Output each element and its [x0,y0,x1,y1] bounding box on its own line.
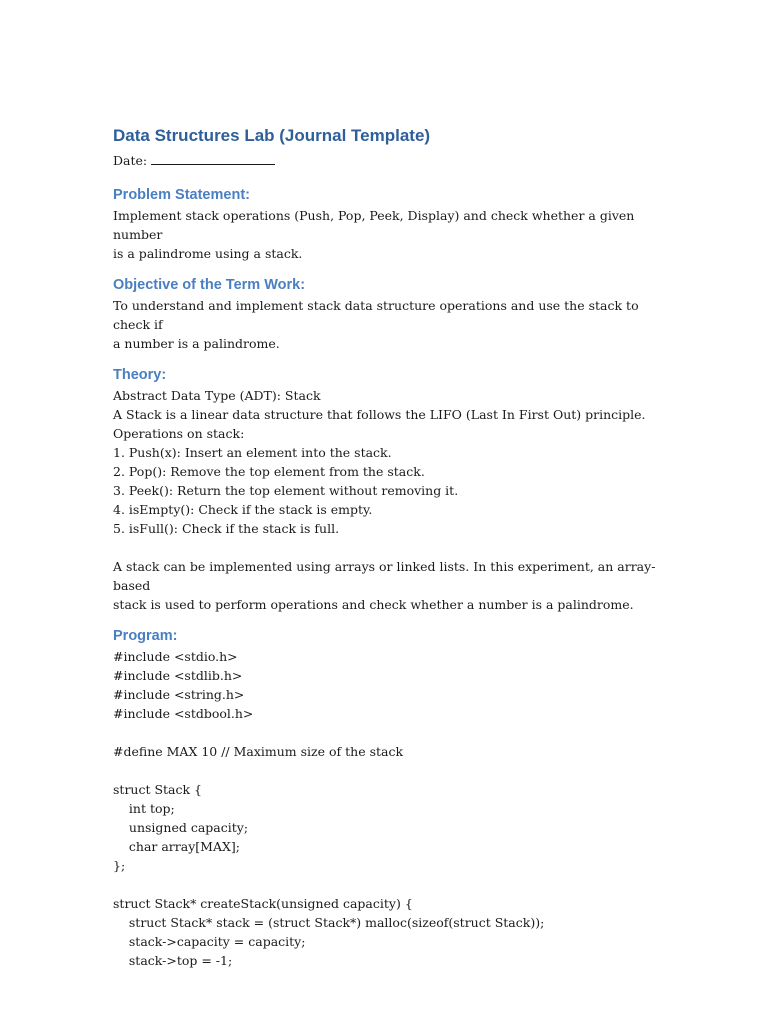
code-line: stack->top = -1; [113,953,233,968]
document-title: Data Structures Lab (Journal Template) [113,126,431,145]
code-line: char array[MAX]; [113,839,240,854]
objective-heading: Objective of the Term Work: [113,277,306,293]
date-label: Date: [113,153,148,168]
objective-line: To understand and implement stack data structure operations and use the stack to check if [113,298,639,332]
code-line: #include <stdbool.h> [113,706,254,721]
theory-operation-item: 4. isEmpty(): Check if the stack is empty. [113,502,373,517]
code-line: #include <string.h> [113,687,245,702]
code-line: struct Stack { [113,782,203,797]
problem-statement-heading: Problem Statement: [113,187,250,203]
theory-line: A Stack is a linear data structure that follows the LIFO (Last In First Out) principle. [113,407,646,422]
program-heading: Program: [113,628,178,644]
objective-line: a number is a palindrome. [113,336,280,351]
theory-operation-item: 3. Peek(): Return the top element without removing it. [113,483,459,498]
theory-operation-item: 1. Push(x): Insert an element into the stack. [113,445,392,460]
problem-statement-line: Implement stack operations (Push, Pop, Peek, Display) and check whether a given number [113,208,635,242]
theory-line: Abstract Data Type (ADT): Stack [113,388,321,403]
theory-operation-item: 5. isFull(): Check if the stack is full. [113,521,340,536]
code-line: stack->capacity = capacity; [113,934,306,949]
date-field [113,151,658,170]
code-blank-line [113,723,658,742]
problem-statement-line: is a palindrome using a stack. [113,246,303,261]
code-line: struct Stack* stack = (struct Stack*) malloc(sizeof(struct Stack)); [113,915,545,930]
program-code [113,647,658,970]
code-blank-line [113,875,658,894]
theory-line: Operations on stack: [113,426,245,441]
theory-closing-line: A stack can be implemented using arrays or linked lists. In this experiment, an array-based [113,559,656,593]
theory-operation-item: 2. Pop(): Remove the top element from the stack. [113,464,425,479]
code-line: struct Stack* createStack(unsigned capacity) { [113,896,413,911]
code-line: }; [113,858,126,873]
code-line: #include <stdlib.h> [113,668,243,683]
date-blank-line [151,152,275,165]
document-page [113,124,658,970]
code-line: #define MAX 10 // Maximum size of the stack [113,744,404,759]
code-line: int top; [113,801,175,816]
code-line: unsigned capacity; [113,820,249,835]
code-line: #include <stdio.h> [113,649,238,664]
theory-heading: Theory: [113,367,167,383]
theory-closing-line: stack is used to perform operations and check whether a number is a palindrome. [113,597,634,612]
code-blank-line [113,761,658,780]
